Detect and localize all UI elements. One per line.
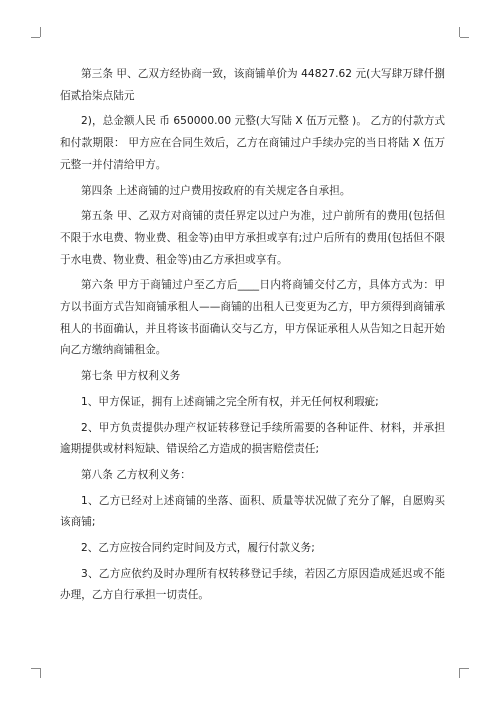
crop-mark-bottom-right-horizontal — [460, 668, 469, 669]
crop-mark-top-right-vertical — [459, 27, 460, 37]
crop-mark-top-left-horizontal — [31, 37, 40, 38]
crop-mark-top-right-horizontal — [460, 37, 469, 38]
document-body — [60, 64, 445, 611]
paragraph-article-8-item-2: 2、乙方应按合同约定时间及方式，履行付款义务; — [81, 542, 315, 555]
paragraph-article-7-item-1: 1、甲方保证，拥有上述商铺之完全所有权，并无任何权利瑕疵; — [81, 395, 379, 408]
paragraph-article-5: 第五条 甲、乙双方对商铺的责任界定以过户为准，过户前所有的费用(包括但不限于水电费、物业费、租金等)由甲方承担或享有;过户后所有的费用(包括但不限于水电费、物业费、租金等)由乙方承担或享有。 — [60, 210, 445, 266]
paragraph-article-7-item-2: 2、甲方负责提供办理产权证转移登记手续所需要的各种证件、材料，并承担逾期提供或材料短缺、错误给乙方造成的损害赔偿责任; — [60, 421, 445, 456]
crop-mark-bottom-left-horizontal — [31, 668, 40, 669]
paragraph-article-6: 第六条 甲方于商铺过户至乙方后____日内将商铺交付乙方，具体方式为：甲方以书面方式告知商铺承租人——商铺的出租人已变更为乙方，甲方须得到商铺承租人的书面确认，并且将该书面确认交与乙方，甲方保证承租人从告知之日起开始向乙方缴纳商铺租金。 — [60, 279, 445, 357]
crop-mark-bottom-left-vertical — [40, 668, 41, 678]
paragraph-article-7-heading: 第七条 甲方权利义务 — [81, 370, 181, 383]
crop-mark-top-left-vertical — [40, 27, 41, 37]
paragraph-article-8-heading: 第八条 乙方权利义务： — [81, 468, 191, 481]
paragraph-article-8-item-3: 3、乙方应依约及时办理所有权转移登记手续，若因乙方原因造成延迟或不能办理，乙方自行承担一切责任。 — [60, 567, 445, 602]
paragraph-article-3: 第三条 甲、乙双方经协商一致，该商铺单价为 44827.62 元(大写肆万肆仟捌佰贰拾柒点陆元 — [60, 68, 445, 102]
paragraph-article-8-item-1: 1、乙方已经对上述商铺的坐落、面积、质量等状况做了充分了解，自愿购买该商铺; — [60, 494, 445, 529]
paragraph-total-amount-payment: 2)，总金额人民 币 650000.00 元整(大写陆 X 伍万元整 )。 乙方的付款方式和付款期限： 甲方应在合同生效后，乙方在商铺过户手续办完的当日将陆 X 伍万元整一并付清给甲方。 — [60, 115, 445, 171]
crop-mark-bottom-right-vertical — [459, 668, 460, 678]
paragraph-article-4: 第四条 上述商铺的过户费用按政府的有关规定各自承担。 — [81, 184, 351, 197]
